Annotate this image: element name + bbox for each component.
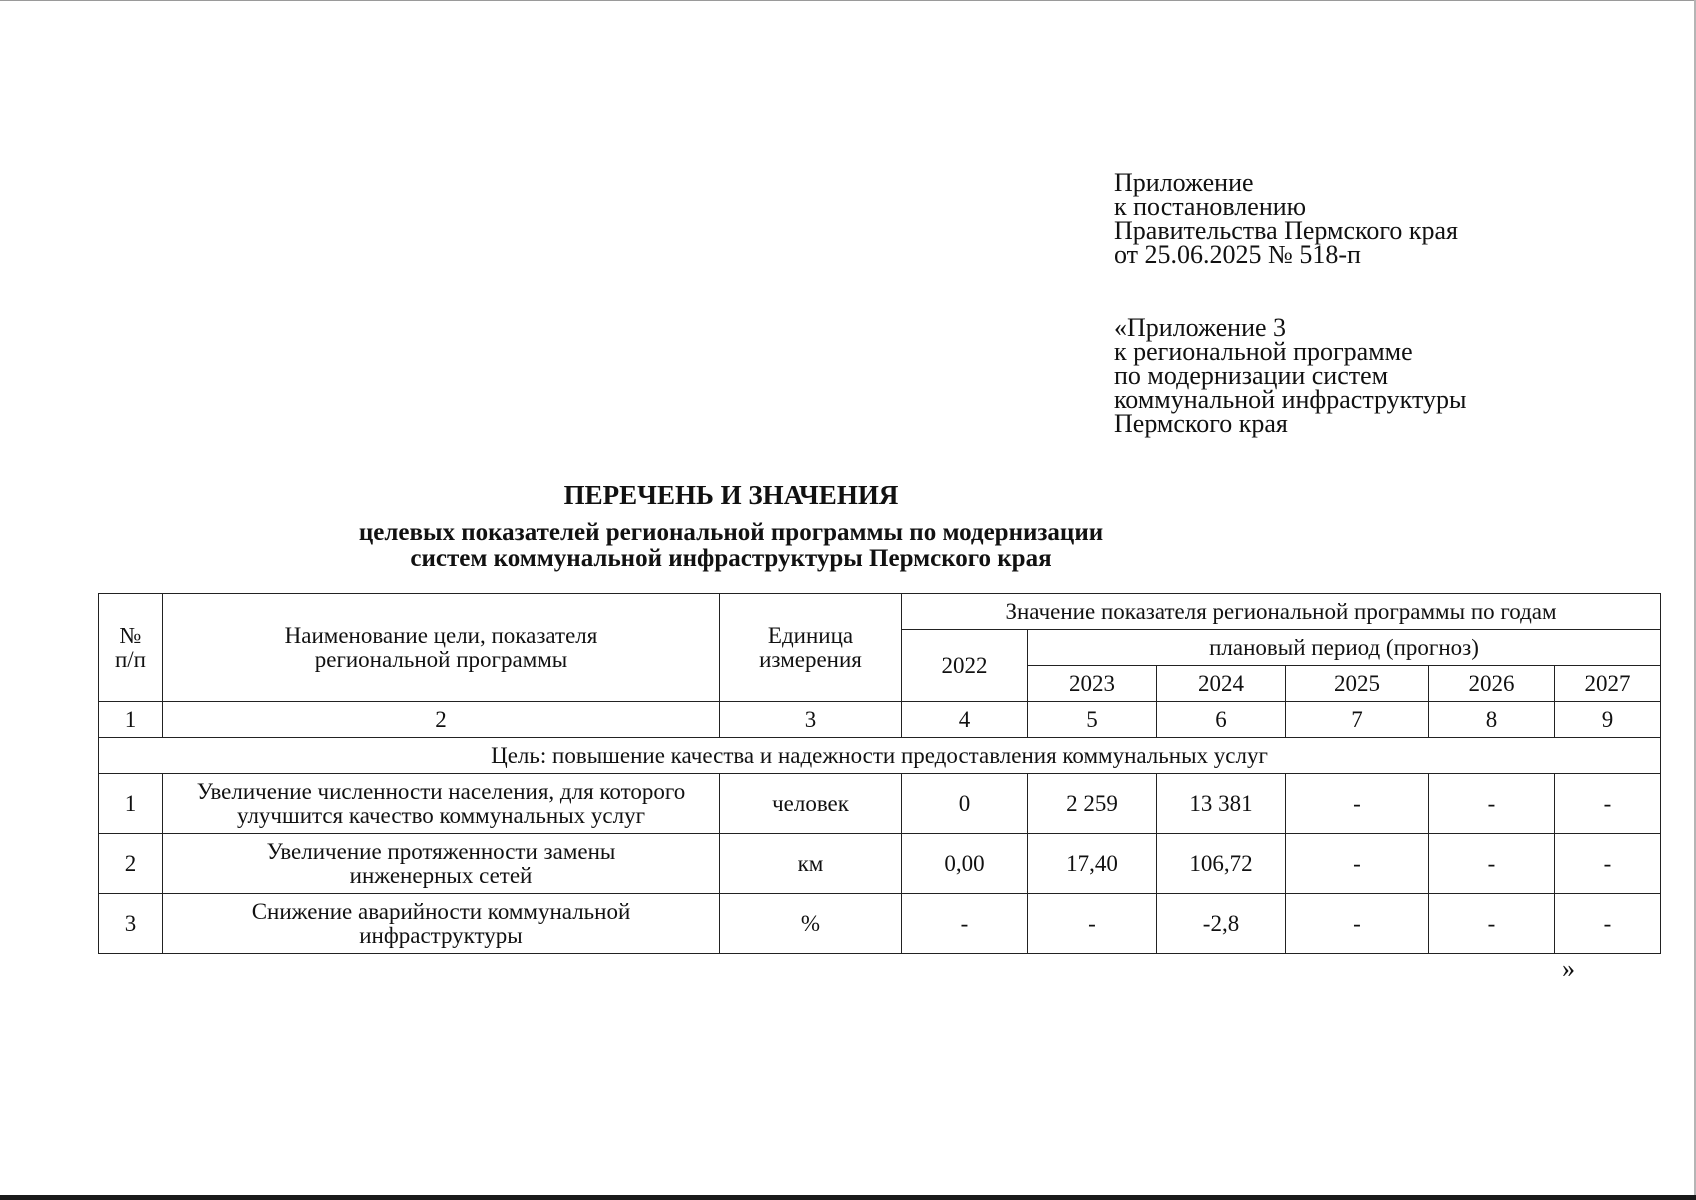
column-number: 6 xyxy=(1157,702,1286,738)
indicator-value: - xyxy=(1028,894,1157,954)
indicator-unit: км xyxy=(720,834,902,894)
column-numbers-row xyxy=(99,702,1661,738)
indicator-value: 0 xyxy=(902,774,1028,834)
document-title: ПЕРЕЧЕНЬ И ЗНАЧЕНИЯ xyxy=(563,480,899,510)
program-appendix-line: к региональной программе xyxy=(1114,337,1413,366)
appendix-line: Правительства Пермского края xyxy=(1114,216,1458,245)
header-year: 2026 xyxy=(1429,666,1555,702)
scan-edge-top xyxy=(0,0,1696,1)
column-number: 8 xyxy=(1429,702,1555,738)
column-number: 5 xyxy=(1028,702,1157,738)
indicator-value: 17,40 xyxy=(1028,834,1157,894)
subtitle-line: систем коммунальной инфраструктуры Пермского края xyxy=(410,545,1052,572)
table-row xyxy=(99,834,1661,894)
goal-row xyxy=(99,738,1661,774)
indicators-table xyxy=(98,593,1661,954)
table-row xyxy=(99,894,1661,954)
indicator-value: 2 259 xyxy=(1028,774,1157,834)
goal-text: Цель: повышение качества и надежности предоставления коммунальных услуг xyxy=(99,738,1661,774)
indicator-value: - xyxy=(1429,774,1555,834)
indicator-value: - xyxy=(1555,894,1661,954)
program-appendix-line: Пермского края xyxy=(1114,409,1288,438)
indicator-value: - xyxy=(1555,834,1661,894)
header-values-by-year: Значение показателя региональной программы по годам xyxy=(902,594,1661,630)
header-unit: Единица измерения xyxy=(720,594,902,702)
appendix-line: Приложение xyxy=(1114,168,1254,197)
scan-edge-bottom xyxy=(0,1195,1696,1200)
program-appendix-line: коммунальной инфраструктуры xyxy=(1114,385,1467,414)
row-number: 1 xyxy=(99,774,163,834)
indicator-value: - xyxy=(1286,894,1429,954)
header-year: 2024 xyxy=(1157,666,1286,702)
column-number: 1 xyxy=(99,702,163,738)
indicator-value: - xyxy=(1429,834,1555,894)
indicator-value: 106,72 xyxy=(1157,834,1286,894)
appendix-line: к постановлению xyxy=(1114,192,1307,221)
indicator-value: -2,8 xyxy=(1157,894,1286,954)
indicator-unit: человек xyxy=(720,774,902,834)
indicator-value: - xyxy=(1429,894,1555,954)
indicator-value: - xyxy=(902,894,1028,954)
indicator-value: 13 381 xyxy=(1157,774,1286,834)
header-year: 2027 xyxy=(1555,666,1661,702)
closing-quote: » xyxy=(1562,954,1575,983)
row-number: 3 xyxy=(99,894,163,954)
table-row xyxy=(99,774,1661,834)
program-appendix-line: «Приложение 3 xyxy=(1114,313,1287,342)
appendix-line: от 25.06.2025 № 518-п xyxy=(1114,240,1361,269)
header-year: 2023 xyxy=(1028,666,1157,702)
indicator-name: Увеличение численности населения, для которого улучшится качество коммунальных услуг xyxy=(163,774,720,834)
header-year: 2025 xyxy=(1286,666,1429,702)
indicator-name: Увеличение протяженности замены инженерных сетей xyxy=(163,834,720,894)
header-number: № п/п xyxy=(99,594,163,702)
column-number: 7 xyxy=(1286,702,1429,738)
subtitle-line: целевых показателей региональной программы по модернизации xyxy=(358,519,1104,546)
indicator-value: - xyxy=(1286,834,1429,894)
header-planning-period: плановый период (прогноз) xyxy=(1028,630,1661,666)
program-appendix-line: по модернизации систем xyxy=(1114,361,1389,390)
indicator-name: Снижение аварийности коммунальной инфраструктуры xyxy=(163,894,720,954)
program-appendix-reference xyxy=(1114,313,1467,438)
column-number: 4 xyxy=(902,702,1028,738)
header-base-year: 2022 xyxy=(902,630,1028,702)
indicator-unit: % xyxy=(720,894,902,954)
column-number: 9 xyxy=(1555,702,1661,738)
appendix-reference xyxy=(1114,168,1458,269)
indicator-value: 0,00 xyxy=(902,834,1028,894)
indicator-value: - xyxy=(1286,774,1429,834)
indicator-value: - xyxy=(1555,774,1661,834)
header-indicator-name: Наименование цели, показателя региональной программы xyxy=(163,594,720,702)
document-subtitle xyxy=(0,520,1579,572)
row-number: 2 xyxy=(99,834,163,894)
column-number: 3 xyxy=(720,702,902,738)
column-number: 2 xyxy=(163,702,720,738)
header-row xyxy=(99,594,1661,630)
